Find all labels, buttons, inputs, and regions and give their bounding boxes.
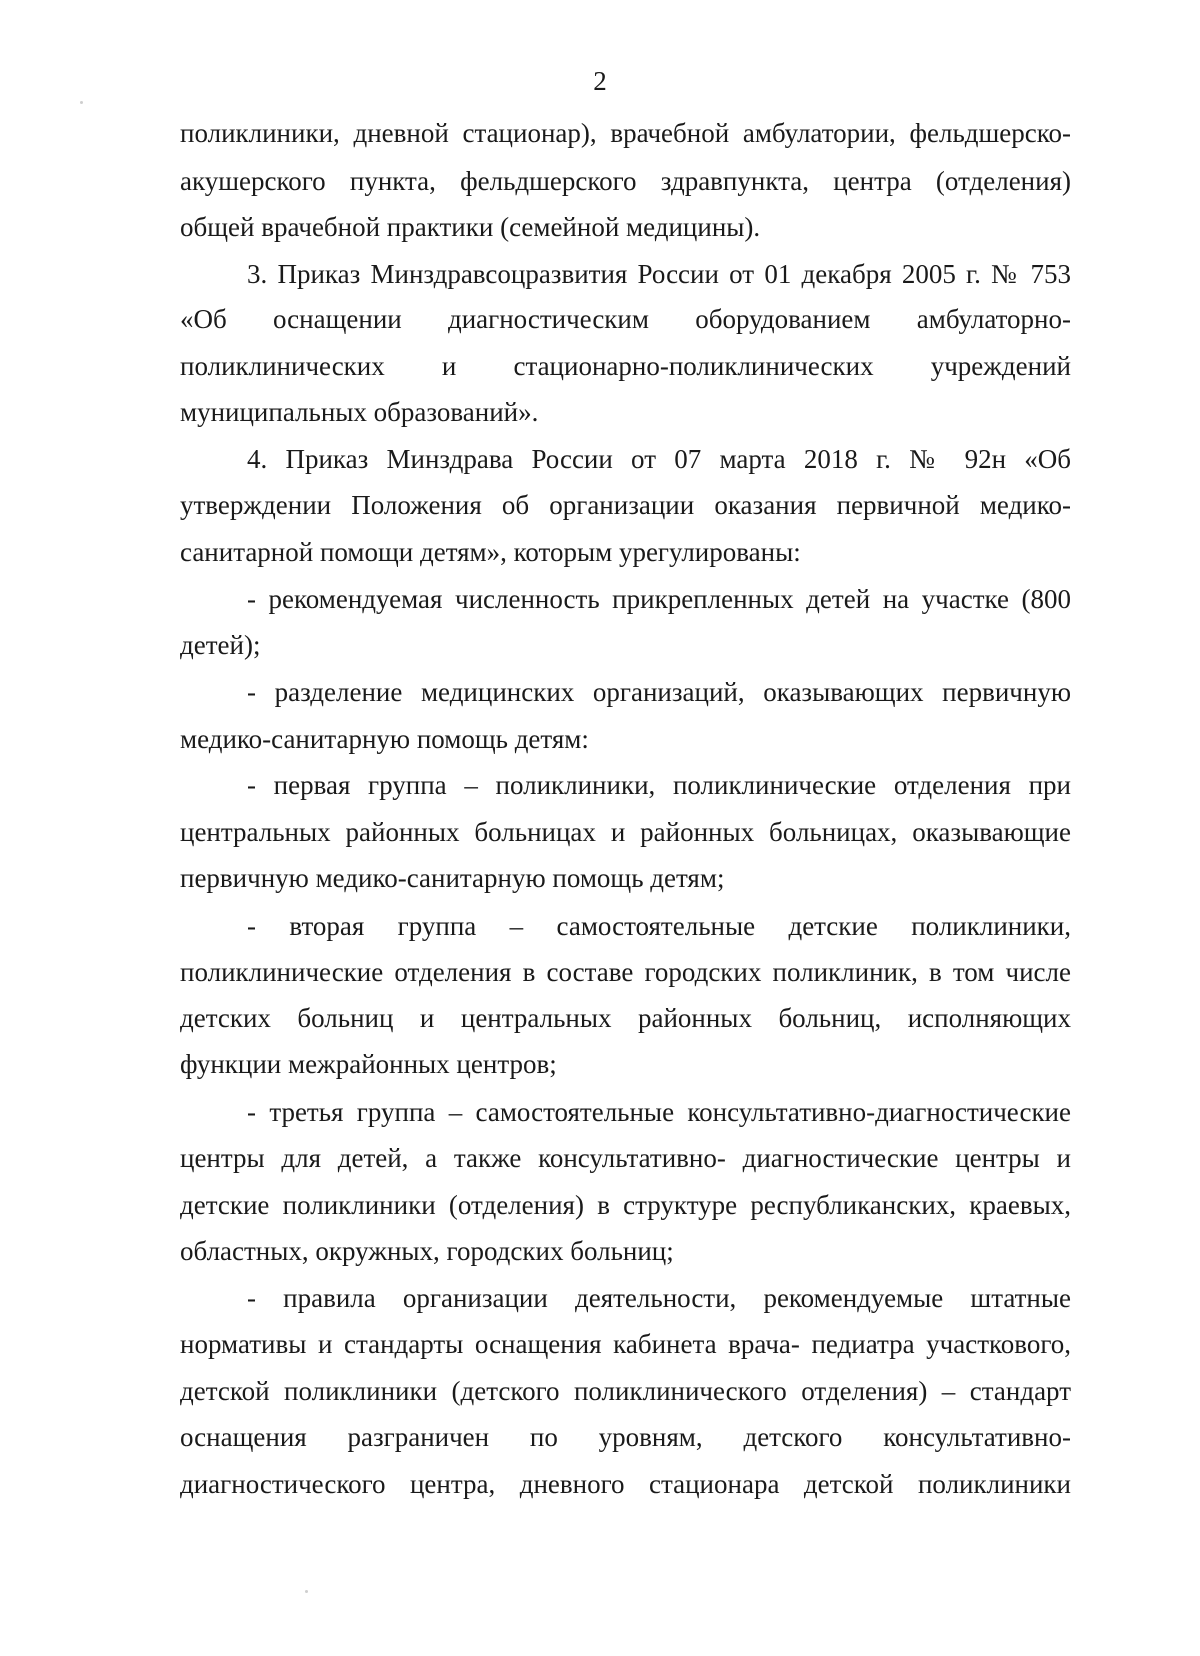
text-line: - правила организации деятельности, рекомендуемые штатные [247, 1283, 1071, 1313]
text-line: акушерского пункта, фельдшерского здравпункта, центра (отделения) [180, 166, 1071, 196]
scan-speck [80, 101, 83, 104]
text-line: - вторая группа – самостоятельные детские поликлиники, [247, 911, 1071, 941]
text-line: детской поликлиники (детского поликлинического отделения) – стандарт [180, 1376, 1071, 1406]
text-line: общей врачебной практики (семейной медицины). [180, 212, 761, 242]
page-number: 2 [593, 66, 607, 96]
text-line: 4. Приказ Минздрава России от 07 марта 2018 г. № 92н «Об [247, 444, 1071, 474]
text-line: 3. Приказ Минздравсоцразвития России от 01 декабря 2005 г. № 753 [247, 259, 1071, 289]
text-line: санитарной помощи детям», которым урегулированы: [180, 537, 801, 567]
text-line: - разделение медицинских организаций, оказывающих первичную [247, 677, 1071, 707]
text-line: утверждении Положения об организации оказания первичной медико- [180, 490, 1071, 520]
text-line: нормативы и стандарты оснащения кабинета врача- педиатра участкового, [180, 1329, 1071, 1359]
text-line: поликлиники, дневной стационар), врачебной амбулатории, фельдшерско- [180, 118, 1071, 148]
text-line: центры для детей, а также консультативно- диагностические центры и [180, 1143, 1071, 1173]
text-line: поликлинических и стационарно-поликлинических учреждений [180, 351, 1071, 381]
text-line: первичную медико-санитарную помощь детям; [180, 863, 725, 893]
text-line: функции межрайонных центров; [180, 1049, 557, 1079]
text-line: детей); [180, 630, 261, 660]
text-line: областных, окружных, городских больниц; [180, 1236, 674, 1266]
text-line: «Об оснащении диагностическим оборудованием амбулаторно- [180, 304, 1071, 334]
text-line: - первая группа – поликлиники, поликлинические отделения при [247, 770, 1071, 800]
text-line: центральных районных больницах и районных больницах, оказывающие [180, 817, 1071, 847]
text-line: медико-санитарную помощь детям: [180, 724, 589, 754]
scan-speck [305, 1590, 308, 1593]
text-line: диагностического центра, дневного стационара детской поликлиники [180, 1469, 1071, 1499]
text-line: детских больниц и центральных районных больниц, исполняющих [180, 1003, 1071, 1033]
text-line: муниципальных образований». [180, 397, 539, 427]
text-line: - рекомендуемая численность прикрепленных детей на участке (800 [247, 584, 1071, 614]
text-line: поликлинические отделения в составе городских поликлиник, в том числе [180, 957, 1071, 987]
text-line: - третья группа – самостоятельные консультативно-диагностические [247, 1097, 1071, 1127]
text-line: детские поликлиники (отделения) в структуре республиканских, краевых, [180, 1190, 1071, 1220]
text-line: оснащения разграничен по уровням, детского консультативно- [180, 1422, 1071, 1452]
